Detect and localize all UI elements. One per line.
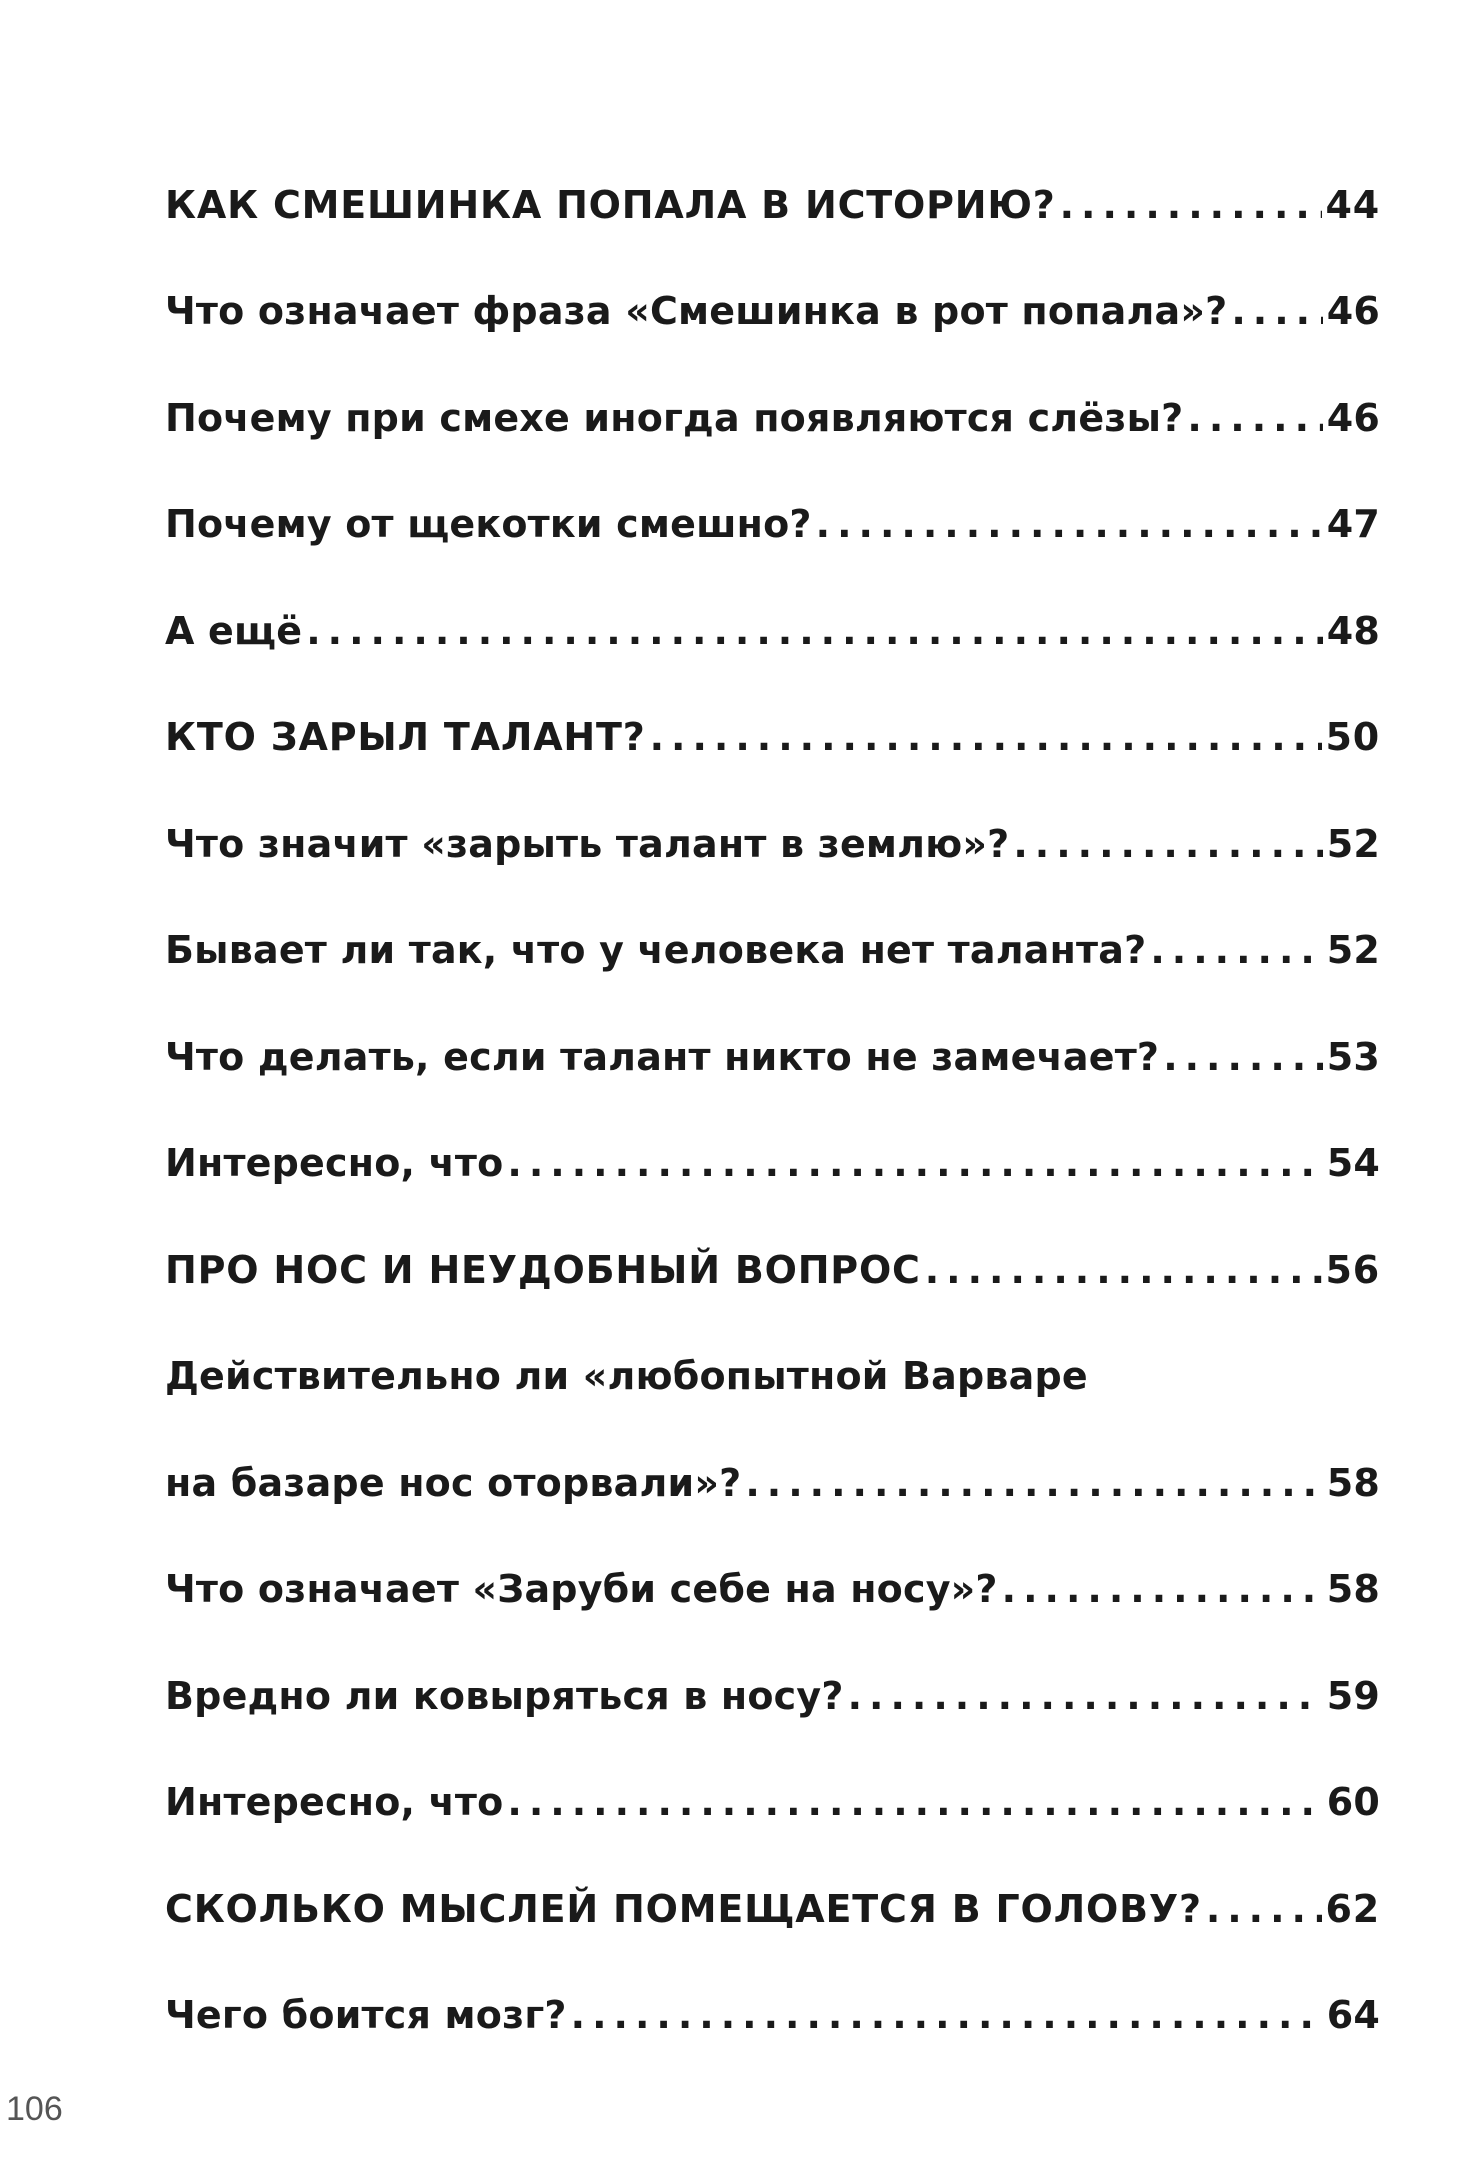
toc-dot-leader	[745, 1461, 1322, 1505]
toc-entry[interactable]	[165, 255, 1380, 362]
toc-entry[interactable]	[165, 574, 1380, 681]
toc-dot-leader	[571, 1993, 1323, 2037]
toc-dot-leader	[1163, 1035, 1323, 1079]
toc-dot-leader	[1231, 289, 1322, 333]
toc-entry-title: Интересно, что	[165, 1141, 504, 1185]
toc-entry[interactable]	[165, 361, 1380, 468]
toc-entry[interactable]	[165, 1533, 1380, 1640]
toc-dot-leader	[1187, 396, 1322, 440]
toc-dot-leader	[1013, 822, 1322, 866]
toc-dot-leader	[507, 1141, 1322, 1185]
table-of-contents	[165, 148, 1380, 2065]
toc-entry[interactable]	[165, 787, 1380, 894]
toc-entry-page: 50	[1325, 715, 1380, 759]
toc-entry-continued[interactable]	[165, 1320, 1380, 1427]
toc-entry-page: 58	[1326, 1567, 1380, 1611]
toc-entry[interactable]	[165, 681, 1380, 788]
toc-dot-leader	[1060, 183, 1322, 227]
toc-entry[interactable]	[165, 1107, 1380, 1214]
toc-entry-page: 46	[1326, 289, 1380, 333]
toc-entry-page: 54	[1326, 1141, 1380, 1185]
toc-entry[interactable]	[165, 148, 1380, 255]
toc-entry-page: 53	[1326, 1034, 1380, 1079]
toc-entry-title: Чего боится мозг?	[165, 1993, 567, 2037]
toc-entry[interactable]	[165, 1426, 1380, 1533]
toc-entry-page: 48	[1326, 608, 1380, 653]
toc-entry-title: Действительно ли «любопытной Варваре	[165, 1354, 1088, 1398]
toc-entry-title: на базаре нос оторвали»?	[165, 1460, 742, 1505]
toc-entry-page: 46	[1326, 395, 1380, 440]
toc-dot-leader	[848, 1674, 1323, 1718]
toc-dot-leader	[1002, 1567, 1323, 1611]
toc-dot-leader	[1150, 928, 1322, 972]
toc-entry[interactable]	[165, 1000, 1380, 1107]
toc-entry-title: Что значит «зарыть талант в землю»?	[165, 821, 1010, 866]
toc-dot-leader	[306, 609, 1323, 653]
toc-entry-page: 64	[1326, 1993, 1380, 2037]
toc-entry[interactable]	[165, 1959, 1380, 2066]
toc-entry-page: 47	[1326, 502, 1380, 546]
toc-entry[interactable]	[165, 1746, 1380, 1853]
toc-entry-page: 58	[1326, 1460, 1380, 1505]
toc-entry-title: Что означает фраза «Смешинка в рот попала»?	[165, 289, 1228, 333]
toc-entry[interactable]	[165, 1852, 1380, 1959]
toc-entry-title: СКОЛЬКО МЫСЛЕЙ ПОМЕЩАЕТСЯ В ГОЛОВУ?	[165, 1886, 1202, 1931]
toc-entry-title: КТО ЗАРЫЛ ТАЛАНТ?	[165, 715, 646, 759]
toc-entry-page: 52	[1326, 821, 1380, 866]
toc-entry-title: ПРО НОС И НЕУДОБНЫЙ ВОПРОС	[165, 1247, 921, 1292]
toc-entry-title: Бывает ли так, что у человека нет таланта?	[165, 928, 1147, 972]
toc-entry-title: Интересно, что	[165, 1780, 504, 1824]
toc-entry-page: 59	[1326, 1673, 1380, 1718]
toc-dot-leader	[507, 1780, 1322, 1824]
toc-entry-page: 60	[1326, 1780, 1380, 1824]
toc-entry[interactable]	[165, 1639, 1380, 1746]
toc-entry-page: 62	[1325, 1886, 1380, 1931]
toc-entry-title: Что делать, если талант никто не замечает?	[165, 1034, 1160, 1079]
toc-entry-page: 44	[1325, 182, 1380, 227]
toc-entry-title: А ещё	[165, 608, 303, 653]
toc-entry-title: Вредно ли ковыряться в носу?	[165, 1673, 844, 1718]
toc-dot-leader	[925, 1248, 1322, 1292]
toc-entry[interactable]	[165, 1213, 1380, 1320]
toc-entry-title: Почему при смехе иногда появляются слёзы?	[165, 395, 1184, 440]
toc-entry-title: КАК СМЕШИНКА ПОПАЛА В ИСТОРИЮ?	[165, 182, 1056, 227]
toc-entry-title: Что означает «Заруби себе на носу»?	[165, 1567, 998, 1611]
toc-entry-title: Почему от щекотки смешно?	[165, 502, 812, 546]
toc-dot-leader	[650, 715, 1322, 759]
toc-entry[interactable]	[165, 894, 1380, 1001]
toc-entry[interactable]	[165, 468, 1380, 575]
toc-entry-page: 56	[1325, 1247, 1380, 1292]
toc-dot-leader	[1206, 1887, 1322, 1931]
toc-dot-leader	[816, 502, 1323, 546]
toc-entry-page: 52	[1326, 928, 1380, 972]
page-number: 106	[6, 2090, 63, 2128]
